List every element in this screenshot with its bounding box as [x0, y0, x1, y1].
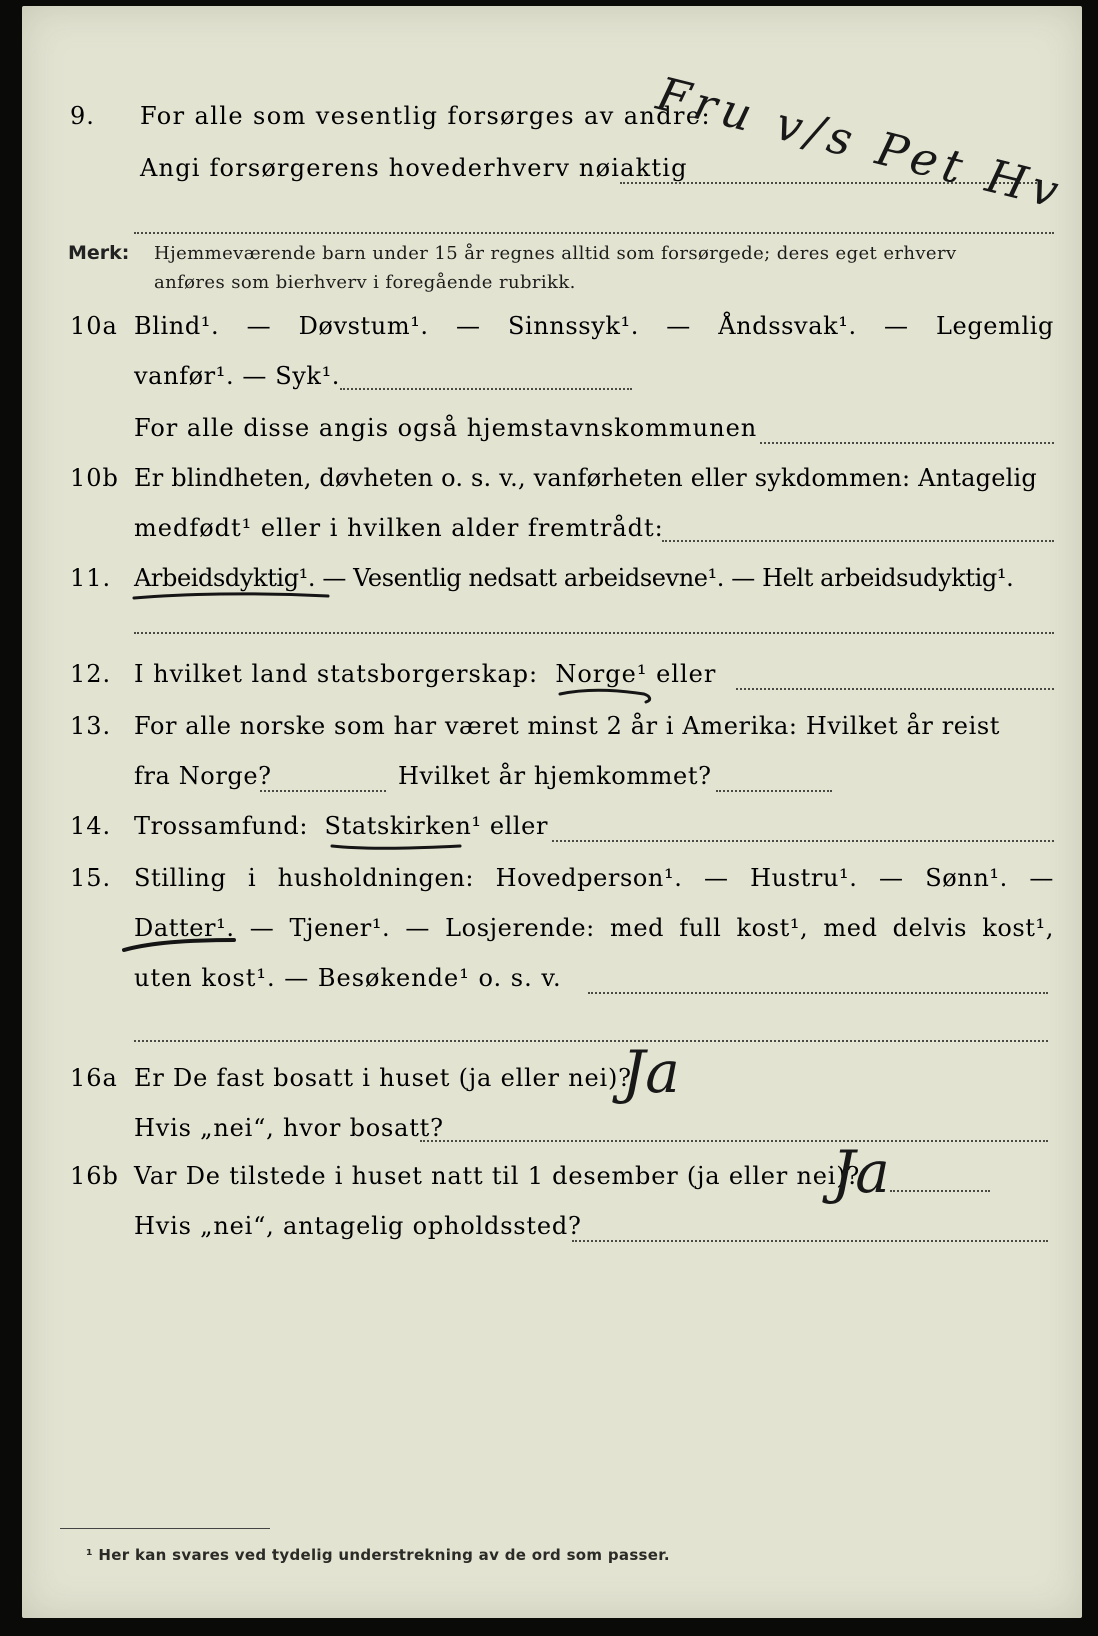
dash: — [455, 312, 481, 340]
q14-number: 14. [70, 812, 112, 840]
option-hovedperson: Hovedperson¹. [495, 864, 683, 892]
option-blind: Blind¹. [134, 312, 220, 340]
q16b-answer-field [890, 1190, 990, 1192]
q13-line2b: Hvilket år hjemkommet? [398, 762, 712, 790]
option-tjener: Tjener¹. [289, 914, 391, 942]
dash: — [246, 312, 272, 340]
q14-underline-mark [330, 840, 470, 856]
q10b-line1: Er blindheten, døvheten o. s. v., vanførheten eller sykdommen: Antagelig [134, 464, 1037, 492]
q16a-line2: Hvis „nei“, hvor bosatt? [134, 1114, 444, 1142]
q9-handwritten-answer: Fru v/s Pet Hv [651, 66, 1070, 220]
q10a-line2: vanfør¹. — Syk¹. [134, 362, 341, 390]
word: full [679, 914, 722, 942]
q11-number: 11. [70, 564, 112, 592]
q11-field [134, 632, 1054, 634]
q15-line3: uten kost¹. — Besøkende¹ o. s. v. [134, 964, 562, 992]
word: i [247, 864, 257, 892]
dash: — [1029, 864, 1054, 892]
q10b-line2: medfødt¹ eller i hvilken alder fremtrådt: [134, 514, 664, 542]
footnote: ¹ Her kan svares ved tydelig understrekning av de ord som passer. [86, 1546, 670, 1564]
option-losjerende: Losjerende: [445, 914, 595, 942]
q9-line2: Angi forsørgerens hovederhverv nøiaktig [140, 154, 688, 182]
option-dovstum: Døvstum¹. [298, 312, 429, 340]
merk-line2: anføres som bierhverv i foregående rubrikk. [154, 272, 576, 293]
q10a-line1 [134, 312, 1054, 340]
q16b-line1: Var De tilstede i huset natt til 1 desember (ja eller nei)? [134, 1162, 861, 1190]
q10a-number: 10a [70, 312, 118, 340]
q13-reist-field [260, 790, 386, 792]
q16a-handwritten-answer: Ja [622, 1038, 680, 1106]
dash: — [249, 914, 275, 942]
option-full-kost: kost¹, [736, 914, 809, 942]
q16a-bosatt-field [420, 1140, 1048, 1142]
q16b-handwritten-answer: Ja [832, 1138, 890, 1206]
option-legemlig: Legemlig [936, 312, 1054, 340]
q11-underline-mark [132, 586, 332, 606]
q11-line1: Arbeidsdyktig¹. — Vesentlig nedsatt arbeidsevne¹. — Helt arbeidsudyktig¹. [134, 564, 1014, 592]
option-andssvak: Åndssvak¹. [718, 312, 857, 340]
q15-besokende-field [588, 992, 1048, 994]
q9-line1: For alle som vesentlig forsørges av andre: [140, 102, 712, 130]
q16b-number: 16b [70, 1162, 119, 1190]
q15-number: 15. [70, 864, 112, 892]
dash: — [879, 864, 904, 892]
q10a-line3: For alle disse angis også hjemstavnskommunen [134, 414, 758, 442]
q10a-syk-field [340, 388, 632, 390]
word: husholdningen: [277, 864, 475, 892]
word: Stilling [134, 864, 227, 892]
q16a-number: 16a [70, 1064, 118, 1092]
q9-second-line-field [134, 232, 1054, 234]
q14-line1: Trossamfund: Statskirken¹ eller [134, 812, 549, 840]
q15-line1 [134, 864, 1054, 892]
option-sonn: Sønn¹. [925, 864, 1008, 892]
q14-trossamfund-field [552, 840, 1054, 842]
option-delvis-kost: kost¹, [982, 914, 1054, 942]
q12-line1: I hvilket land statsborgerskap: Norge¹ eller [134, 660, 717, 688]
merk-label: Merk: [68, 242, 130, 264]
q16a-line1: Er De fast bosatt i huset (ja eller nei)? [134, 1064, 632, 1092]
q13-number: 13. [70, 712, 112, 740]
q12-land-field [736, 688, 1054, 690]
option-hustru: Hustru¹. [750, 864, 858, 892]
q16b-line2: Hvis „nei“, antagelig opholdssted? [134, 1212, 582, 1240]
word: delvis [892, 914, 968, 942]
merk-line1: Hjemmeværende barn under 15 år regnes alltid som forsørgede; deres eget erhverv [154, 243, 957, 264]
dash: — [405, 914, 431, 942]
option-sinnssyk: Sinnssyk¹. [507, 312, 639, 340]
dash: — [884, 312, 909, 340]
q15-line2 [134, 914, 1054, 942]
census-form-page [22, 6, 1082, 1618]
q9-number: 9. [70, 102, 95, 130]
q13-line1: For alle norske som har været minst 2 år i Amerika: Hvilket år reist [134, 712, 1001, 740]
footnote-rule [60, 1528, 270, 1529]
q10b-number: 10b [70, 464, 119, 492]
q12-underline-mark [558, 686, 658, 706]
q16b-opholdssted-field [572, 1240, 1048, 1242]
q13-line2a: fra Norge? [134, 762, 272, 790]
q12-number: 12. [70, 660, 112, 688]
q10b-alder-field [662, 540, 1054, 542]
dash: — [666, 312, 691, 340]
word: med [610, 914, 665, 942]
q10a-hjemstavn-field [760, 442, 1054, 444]
dash: — [704, 864, 729, 892]
word: med [823, 914, 878, 942]
option-datter: Datter¹. [134, 914, 235, 942]
q15-second-line-field [134, 1040, 1048, 1042]
q13-hjemkommet-field [716, 790, 832, 792]
q15-underline-mark [122, 934, 242, 958]
